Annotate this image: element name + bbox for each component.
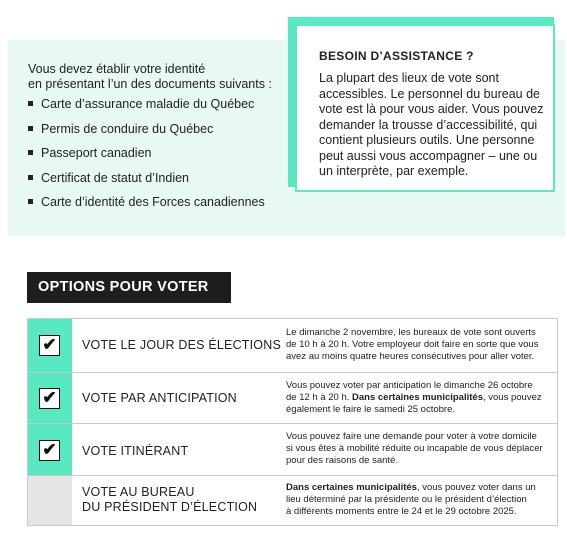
assistance-line: vote est là pour vous aider. Vous pouvez	[319, 102, 544, 116]
description-line: pour des raisons de santé.	[286, 455, 398, 466]
row-icon-cell	[28, 319, 72, 372]
table-row	[28, 319, 557, 373]
description-line: de 10 h à 20 h. Votre employeur doit faire en sorte que vous	[286, 339, 539, 350]
document-name: Permis de conduire du Québec	[41, 121, 214, 136]
description-line: Le dimanche 2 novembre, les bureaux de vote sont ouverts	[286, 327, 536, 338]
document-name: Carte d’assurance maladie du Québec	[41, 97, 255, 111]
row-icon-cell	[28, 476, 72, 525]
square-bullet-icon	[28, 199, 33, 204]
row-icon-cell	[28, 424, 72, 475]
identity-intro	[28, 62, 272, 92]
identity-intro-line: en présentant l’un des documents suivants :	[28, 77, 272, 91]
options-title: OPTIONS POUR VOTER	[27, 272, 231, 303]
description-line: lieu déterminé par la présidente ou le président d’élection	[286, 494, 527, 505]
assistance-line: demander la trousse d’accessibilité, qui	[319, 117, 538, 132]
list-item	[28, 97, 265, 122]
option-label-line: VOTE ITINÉRANT	[82, 444, 189, 458]
square-bullet-icon	[28, 150, 33, 155]
assistance-line: La plupart des lieux de vote sont	[319, 71, 499, 85]
option-label-line: VOTE AU BUREAU	[82, 485, 195, 499]
description-line: de 12 h à 20 h. Dans certaines municipalités, vous pouvez	[286, 392, 542, 403]
row-icon-cell	[28, 373, 72, 423]
assistance-box	[295, 24, 555, 192]
assistance-title: BESOIN D’ASSISTANCE ?	[319, 49, 474, 63]
option-description	[286, 327, 538, 363]
document-name: Certificat de statut d’Indien	[41, 170, 189, 185]
checkmark-icon: ✔	[39, 388, 60, 409]
square-bullet-icon	[28, 175, 33, 180]
identity-intro-line: Vous devez établir votre identité	[28, 62, 206, 76]
description-line: à différents moments entre le 24 et le 29 octobre 2025.	[286, 506, 517, 517]
assistance-line: accessibles. Le personnel du bureau de	[319, 86, 540, 101]
description-line: avez au moins quatre heures consécutives pour aller voter.	[286, 351, 535, 362]
square-bullet-icon	[28, 101, 33, 106]
list-item	[28, 195, 265, 220]
option-label-line: VOTE PAR ANTICIPATION	[82, 391, 237, 405]
option-label	[82, 391, 237, 406]
assistance-line: contient plusieurs outils. Une personne	[319, 133, 535, 147]
option-label	[82, 444, 188, 459]
table-row	[28, 373, 557, 424]
option-label	[82, 338, 281, 353]
assistance-line: peut aussi vous accompagner – une ou	[319, 148, 538, 163]
option-label-line: DU PRÉSIDENT D’ÉLECTION	[82, 500, 258, 514]
description-line: également le faire le samedi 25 octobre.	[286, 404, 455, 415]
description-line: Dans certaines municipalités, vous pouvez voter dans un	[286, 482, 536, 493]
option-description	[286, 380, 542, 416]
option-description	[286, 482, 536, 518]
table-row	[28, 476, 557, 525]
list-item	[28, 171, 265, 196]
description-line: Vous pouvez faire une demande pour voter à votre domicile	[286, 431, 537, 442]
description-line: si vous êtes à mobilité réduite ou incapable de vous déplacer	[286, 443, 543, 454]
assistance-line: un interprète, par exemple.	[319, 164, 469, 178]
square-bullet-icon	[28, 126, 33, 131]
voting-options-table	[27, 318, 558, 526]
checkmark-icon: ✔	[39, 440, 60, 461]
table-row	[28, 424, 557, 476]
document-name: Passeport canadien	[41, 146, 152, 160]
identity-document-list	[28, 97, 265, 220]
checkmark-icon: ✔	[39, 335, 60, 356]
description-line: Vous pouvez voter par anticipation le dimanche 26 octobre	[286, 380, 533, 391]
list-item	[28, 122, 265, 147]
list-item	[28, 146, 265, 171]
assistance-text	[319, 71, 543, 180]
option-description	[286, 431, 543, 467]
option-label	[82, 485, 257, 515]
document-name: Carte d’identité des Forces canadiennes	[41, 195, 265, 209]
option-label-line: VOTE LE JOUR DES ÉLECTIONS	[82, 338, 281, 352]
